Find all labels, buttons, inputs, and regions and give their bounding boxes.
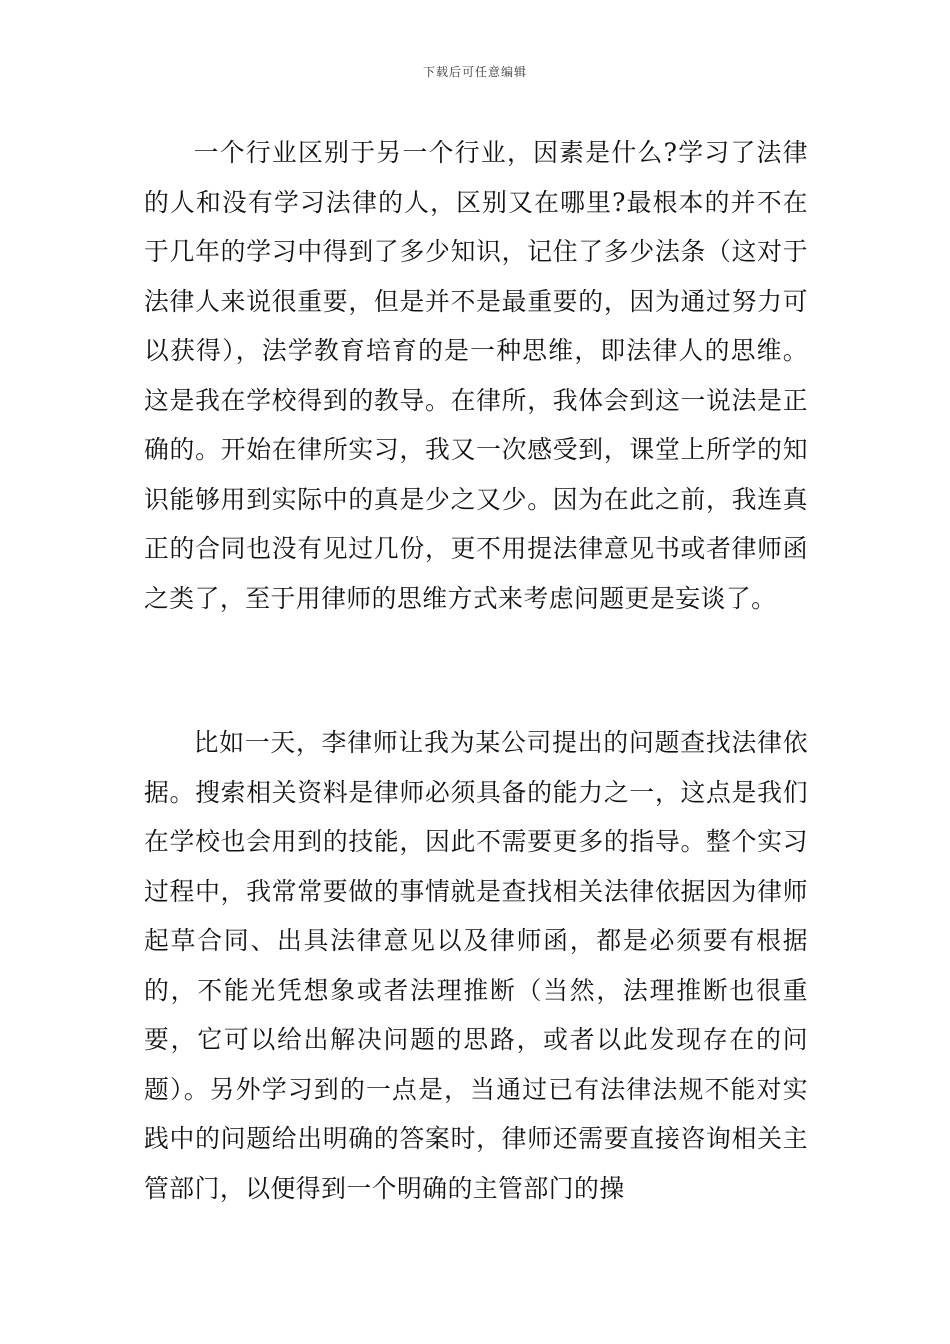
document-body — [144, 128, 808, 1213]
paragraph-1: 一个行业区别于另一个行业，因素是什么?学习了法律的人和没有学习法律的人，区别又在哪里?最根本的并不在于几年的学习中得到了多少知识，记住了多少法条（这对于法律人来说很重要，但是并不是最重要的，因为通过努力可以获得），法学教育培育的是一种思维，即法律人的思维。这是我在学校得到的教导。在律所，我体会到这一说法是正确的。开始在律所实习，我又一次感受到，课堂上所学的知识能够用到实际中的真是少之又少。因为在此之前，我连真正的合同也没有见过几份，更不用提法律意见书或者律师函之类了，至于用律师的思维方式来考虑问题更是妄谈了。 — [144, 138, 808, 613]
paragraph-2: 比如一天，李律师让我为某公司提出的问题查找法律依据。搜索相关资料是律师必须具备的能力之一，这点是我们在学校也会用到的技能，因此不需要更多的指导。整个实习过程中，我常常要做的事情就是查找相关法律依据因为律师起草合同、出具法律意见以及律师函，都是必须要有根据的，不能光凭想象或者法理推断（当然，法理推断也很重要，它可以给出解决问题的思路，或者以此发现存在的问题）。另外学习到的一点是，当通过已有法律法规不能对实践中的问题给出明确的答案时，律师还需要直接咨询相关主管部门，以便得到一个明确的主管部门的操 — [144, 728, 808, 1203]
page-header: 下载后可任意编辑 — [422, 65, 527, 79]
